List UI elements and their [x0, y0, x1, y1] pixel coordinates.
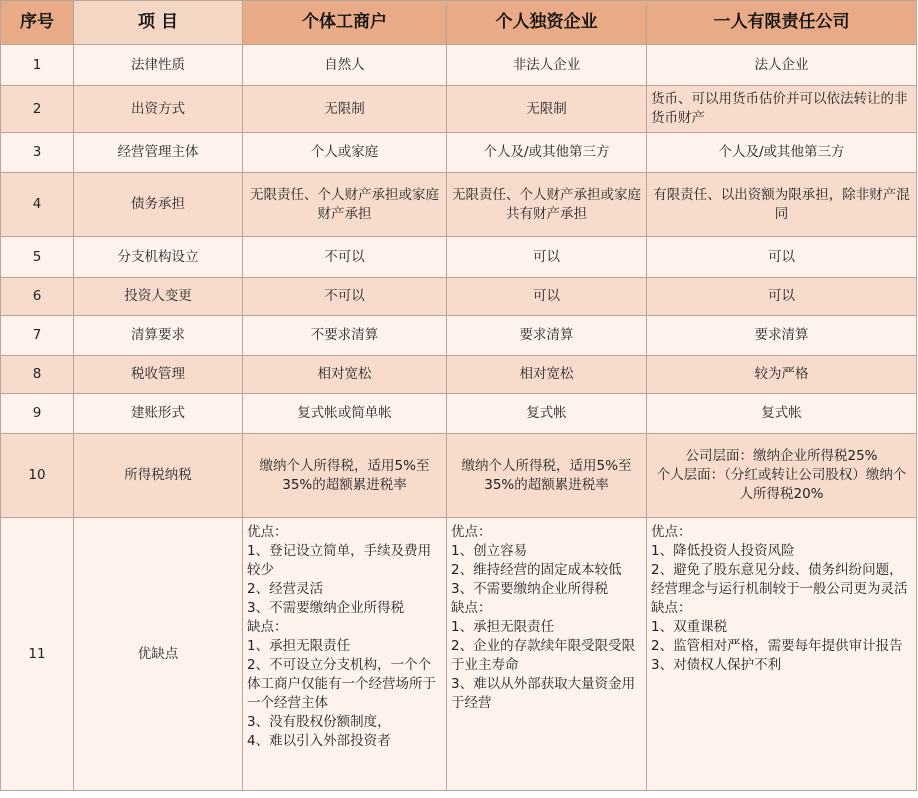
row-item: 经营管理主体: [74, 133, 243, 173]
row-index: 10: [1, 434, 74, 518]
cell-sole-proprietorship: 非法人企业: [447, 45, 647, 86]
cell-line: 1、承担无限责任: [247, 638, 351, 654]
cell-one-person-llc: 有限责任、以出资额为限承担，除非财产混同: [647, 173, 917, 237]
cell-one-person-llc: 复式帐: [647, 394, 917, 434]
cell-line: 优点：: [451, 524, 492, 540]
header-individual-business: 个体工商户: [243, 1, 447, 45]
cell-line: 1、双重课税: [651, 619, 728, 635]
row-index: 4: [1, 173, 74, 237]
cell-sole-proprietorship: 缴纳个人所得税，适用5%至35%的超额累进税率: [447, 434, 647, 518]
table-row: [1, 394, 917, 434]
cell-one-person-llc: [647, 518, 917, 791]
cell-sole-proprietorship: 相对宽松: [447, 356, 647, 394]
header-item: 项 目: [74, 1, 243, 45]
row-index: 7: [1, 316, 74, 356]
cell-one-person-llc: 法人企业: [647, 45, 917, 86]
table-row: [1, 316, 917, 356]
cell-sole-proprietorship: 可以: [447, 278, 647, 316]
row-item: 分支机构设立: [74, 237, 243, 278]
header-one-person-llc: 一人有限责任公司: [647, 1, 917, 45]
cell-individual-business: [243, 518, 447, 791]
cell-line: 3、不需要缴纳企业所得税: [247, 600, 405, 616]
cell-line: 优点：: [247, 524, 288, 540]
cell-individual-business: 不要求清算: [243, 316, 447, 356]
cell-individual-business: 无限制: [243, 86, 447, 133]
cell-one-person-llc: [647, 434, 917, 518]
cell-line: 2、维持经营的固定成本较低: [451, 562, 622, 578]
cell-line: 缺点：: [247, 619, 288, 635]
cell-line: 1、登记设立简单，手续及费用较少: [247, 543, 432, 578]
cell-individual-business: 不可以: [243, 237, 447, 278]
cell-sole-proprietorship: [447, 518, 647, 791]
row-item: 税收管理: [74, 356, 243, 394]
cell-line: 缺点：: [451, 600, 492, 616]
row-item: 所得税纳税: [74, 434, 243, 518]
table-row: [1, 518, 917, 791]
cell-one-person-llc: 可以: [647, 237, 917, 278]
row-index: 1: [1, 45, 74, 86]
header-row: [1, 1, 917, 45]
row-index: 3: [1, 133, 74, 173]
cell-individual-business: 缴纳个人所得税，适用5%至35%的超额累进税率: [243, 434, 447, 518]
cell-individual-business: 相对宽松: [243, 356, 447, 394]
row-index: 6: [1, 278, 74, 316]
cell-line: 缺点：: [651, 600, 692, 616]
row-index: 11: [1, 518, 74, 791]
cell-line: 2、企业的存款续年限受限受限于业主寿命: [451, 638, 636, 673]
cell-individual-business: 个人或家庭: [243, 133, 447, 173]
cell-line: 3、没有股权份额制度，: [247, 714, 391, 730]
table-row: [1, 356, 917, 394]
table-row: [1, 45, 917, 86]
cell-one-person-llc: 货币、可以用货币估价并可以依法转让的非货币财产: [647, 86, 917, 133]
cell-line: 2、不可设立分支机构，一个个体工商户仅能有一个经营场所于一个经营主体: [247, 657, 436, 711]
cell-individual-business: 自然人: [243, 45, 447, 86]
row-index: 8: [1, 356, 74, 394]
cell-line: 公司层面：缴纳企业所得税25%: [685, 448, 878, 464]
row-item: 建账形式: [74, 394, 243, 434]
cell-individual-business: 无限责任、个人财产承担或家庭财产承担: [243, 173, 447, 237]
table-row: [1, 86, 917, 133]
table-row: [1, 133, 917, 173]
cell-one-person-llc: 较为严格: [647, 356, 917, 394]
row-item: 投资人变更: [74, 278, 243, 316]
header-sole-proprietorship: 个人独资企业: [447, 1, 647, 45]
cell-line: 优点：: [651, 524, 692, 540]
cell-sole-proprietorship: 复式帐: [447, 394, 647, 434]
table-row: [1, 173, 917, 237]
cell-one-person-llc: 可以: [647, 278, 917, 316]
cell-line: 2、经营灵活: [247, 581, 324, 597]
cell-line: 2、避免了股东意见分歧、债务纠纷问题，经营理念与运行机制较于一般公司更为灵活: [651, 562, 908, 597]
cell-line: 3、不需要缴纳企业所得税: [451, 581, 609, 597]
row-index: 2: [1, 86, 74, 133]
cell-sole-proprietorship: 可以: [447, 237, 647, 278]
row-item: 债务承担: [74, 173, 243, 237]
row-item: 出资方式: [74, 86, 243, 133]
table-row: [1, 434, 917, 518]
table-row: [1, 278, 917, 316]
row-item: 优缺点: [74, 518, 243, 791]
cell-individual-business: 不可以: [243, 278, 447, 316]
cell-line: 个人层面：（分红或转让公司股权）缴纳个人所得税20%: [656, 467, 907, 502]
cell-line: 1、承担无限责任: [451, 619, 555, 635]
cell-sole-proprietorship: 无限责任、个人财产承担或家庭共有财产承担: [447, 173, 647, 237]
cell-one-person-llc: 要求清算: [647, 316, 917, 356]
row-item: 法律性质: [74, 45, 243, 86]
cell-line: 1、创立容易: [451, 543, 528, 559]
cell-sole-proprietorship: 无限制: [447, 86, 647, 133]
cell-sole-proprietorship: 要求清算: [447, 316, 647, 356]
cell-one-person-llc: 个人及/或其他第三方: [647, 133, 917, 173]
cell-line: 3、对债权人保护不利: [651, 657, 782, 673]
table-row: [1, 237, 917, 278]
cell-line: 2、监管相对严格，需要每年提供审计报告: [651, 638, 903, 654]
cell-line: 4、难以引入外部投资者: [247, 733, 391, 749]
cell-line: 3、难以从外部获取大量资金用于经营: [451, 676, 636, 711]
row-item: 清算要求: [74, 316, 243, 356]
row-index: 5: [1, 237, 74, 278]
row-index: 9: [1, 394, 74, 434]
header-index: 序号: [1, 1, 74, 45]
cell-individual-business: 复式帐或简单帐: [243, 394, 447, 434]
cell-line: 1、降低投资人投资风险: [651, 543, 795, 559]
cell-sole-proprietorship: 个人及/或其他第三方: [447, 133, 647, 173]
